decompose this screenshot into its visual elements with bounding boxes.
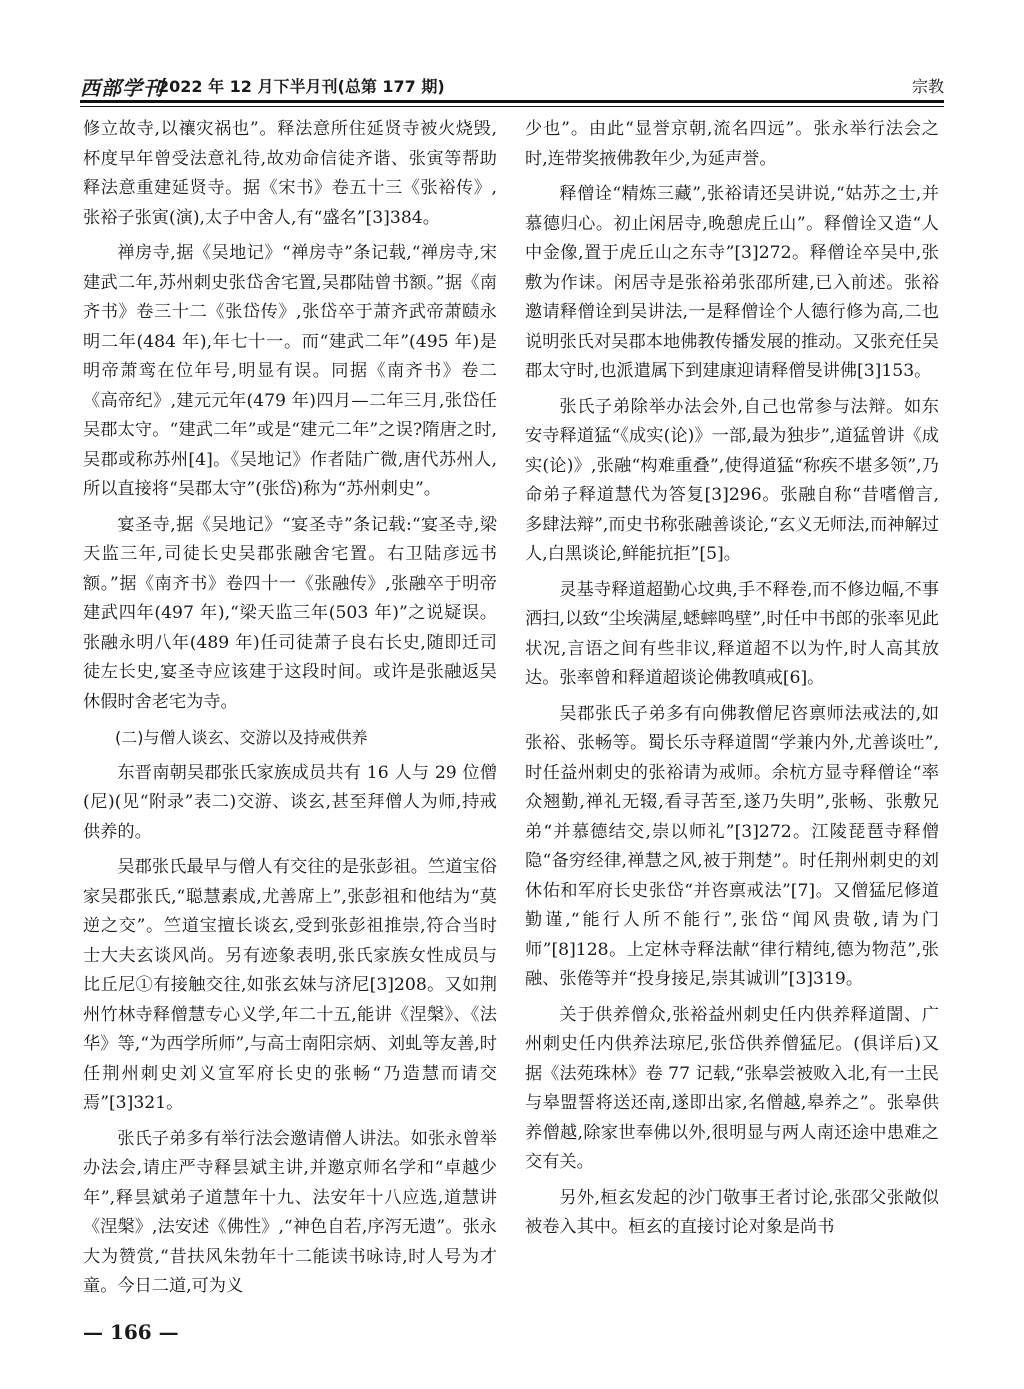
issue-info: 2022 年 12 月下半月刊(总第 177 期) [158, 77, 445, 96]
page-header [80, 70, 944, 100]
section-heading: (二)与僧人谈玄、交游以及持戒供养 [115, 728, 368, 747]
left-column [83, 115, 497, 1300]
journal-logo: 西部学刊 [80, 76, 164, 100]
paragraph: 宴圣寺,据《吴地记》“宴圣寺”条记载:“宴圣寺,梁天监三年,司徒长史吴郡张融舍宅置。右卫陆彦远书额。”据《南齐书》卷四十一《张融传》,张融卒于明帝建武四年(497 年),“梁天监三年(503 年)”之说疑误。张融永明八年(489 年)任司徒萧子良右长史,随即迁司徒左长史,宴圣寺应该建于这段时间。或许是张融返吴休假时舍老宅为寺。 [83, 514, 497, 712]
header-rule-thin [80, 106, 944, 107]
paragraph: 修立故寺,以禳灾祸也”。释法意所住延贤寺被火烧毁,杯度早年曾受法意礼待,故劝命信徒齐谐、张寅等帮助释法意重建延贤寺。据《宋书》卷五十三《张裕传》,张裕子张寅(演),太子中舍人,有“盛名”[3]384。 [83, 119, 497, 228]
section-title: 宗教 [911, 77, 944, 96]
paragraph: 释僧诠“精炼三藏”,张裕请还吴讲说,“姑苏之士,并慕德归心。初止闲居寺,晚憩虎丘山”。释僧诠又造“人中金像,置于虎丘山之东寺”[3]272。释僧诠卒吴中,张敷为作诔。闲居寺是张裕弟张邵所建,已入前述。张裕邀请释僧诠到吴讲法,一是释僧诠个人德行修为高,二也说明张氏对吴郡本地佛教传播发展的推动。又张充任吴郡太守时,也派遣属下到建康迎请释僧旻讲佛[3]153。 [525, 184, 939, 381]
right-column [525, 115, 939, 1300]
paragraph: 关于供养僧众,张裕益州刺史任内供养释道誾、广州刺史任内供养法琼尼,张岱供养僧猛尼。(俱详后)又据《法苑珠林》卷 77 记载,“张皋尝被败入北,有一土民与皋盟誓将送还南,遂即出家,名僧越,皋养之”。张皋供养僧越,除家世奉佛以外,很明显与两人南还途中患难之交有关。 [525, 1004, 939, 1172]
header-rule-thick [80, 100, 944, 103]
paragraph: 张氏子弟除举办法会外,自己也常参与法辩。如东安寺释道猛“《成实(论)》一部,最为独步”,道猛曾讲《成实(论)》,张融“构难重叠”,使得道猛“称疾不堪多领”,乃命弟子释道慧代为答复[3]296。张融自称“昔嗜僧言,多肆法辩”,而史书称张融善谈论,“玄义无师法,而神解过人,白黑谈论,鲜能抗拒”[5]。 [525, 396, 939, 564]
paragraph: 另外,桓玄发起的沙门敬事王者讨论,张邵父张敞似被卷入其中。桓玄的直接讨论对象是尚书 [525, 1187, 939, 1237]
paragraph: 吴郡张氏最早与僧人有交往的是张彭祖。竺道宝俗家吴郡张氏,“聪慧素成,尤善席上”,张彭祖和他结为“莫逆之交”。竺道宝擅长谈玄,受到张彭祖推崇,符合当时士大夫玄谈风尚。另有迹象表明,张氏家族女性成员与比丘尼①有接触交往,如张玄妹与济尼[3]208。又如荆州竹林寺释僧慧专心义学,年二十五,能讲《涅槃》、《法华》等,“为西学所师”,与高士南阳宗炳、刘虬等友善,时任荆州刺史刘义宣军府长史的张畅“乃造慧而请交焉”[3]321。 [83, 857, 497, 1113]
paragraph: 灵基寺释道超勤心坟典,手不释卷,而不修边幅,不事洒扫,以致“尘埃满屋,蟋蟀鸣壁”,时任中书郎的张率见此状况,言语之间有些非议,释道超不以为忤,时人高其放达。张率曾和释道超谈论佛教嗔戒[6]。 [525, 579, 939, 688]
paragraph: 吴郡张氏子弟多有向佛教僧尼咨禀师法戒法的,如张裕、张畅等。蜀长乐寺释道誾“学兼内外,尤善谈吐”,时任益州刺史的张裕请为戒师。余杭方显寺释僧诠“率众翘勤,禅礼无辍,看寻苦至,遂乃失明”,张畅、张敷兄弟“并慕德结交,崇以师礼”[3]272。江陵琵琶寺释僧隐“备穷经律,禅慧之风,被于荆楚”。时任荆州刺史的刘休佑和军府长史张岱“并咨禀戒法”[7]。又僧猛尼修道勤谨,“能行人所不能行”,张岱“闻风贵敬,请为门师”[8]128。上定林寺释法献“律行精纯,德为物范”,张融、张倦等并“投身接足,崇其诚训”[3]319。 [525, 703, 939, 989]
paragraph: 东晋南朝吴郡张氏家族成员共有 16 人与 29 位僧(尼)(见“附录”表二)交游、谈玄,甚至拜僧人为师,持戒供养的。 [83, 762, 497, 842]
paragraph: 禅房寺,据《吴地记》“禅房寺”条记载,“禅房寺,宋建武二年,苏州刺史张岱舍宅置,吴郡陆曾书额。”据《南齐书》卷三十二《张岱传》,张岱卒于萧齐武帝萧赜永明二年(484 年),年七十一。而“建武二年”(495 年)是明帝萧鸾在位年号,明显有误。同据《南齐书》卷二《高帝纪》,建元元年(479 年)四月—二年三月,张岱任吴郡太守。“建武二年”或是“建元二年”之误?隋唐之时,吴郡或称苏州[4]。《吴地记》作者陆广微,唐代苏州人,所以直接将“吴郡太守”(张岱)称为“苏州刺史”。 [83, 243, 497, 499]
page-number: — 166 — [83, 1320, 179, 1344]
paragraph: 张氏子弟多有举行法会邀请僧人讲法。如张永曾举办法会,请庄严寺释昙斌主讲,并邀京师名学和“卓越少年”,释昙斌弟子道慧年十九、法安年十八应选,道慧讲《涅槃》,法安述《佛性》,“神色自若,序泻无遗”。张永大为赞赏,“昔扶风朱勃年十二能读书咏诗,时人号为才童。今日二道,可为义 [83, 1128, 497, 1296]
paragraph: 少也”。由此“显誉京朝,流名四远”。张永举行法会之时,连带奖掖佛教年少,为延声誉。 [525, 119, 939, 169]
